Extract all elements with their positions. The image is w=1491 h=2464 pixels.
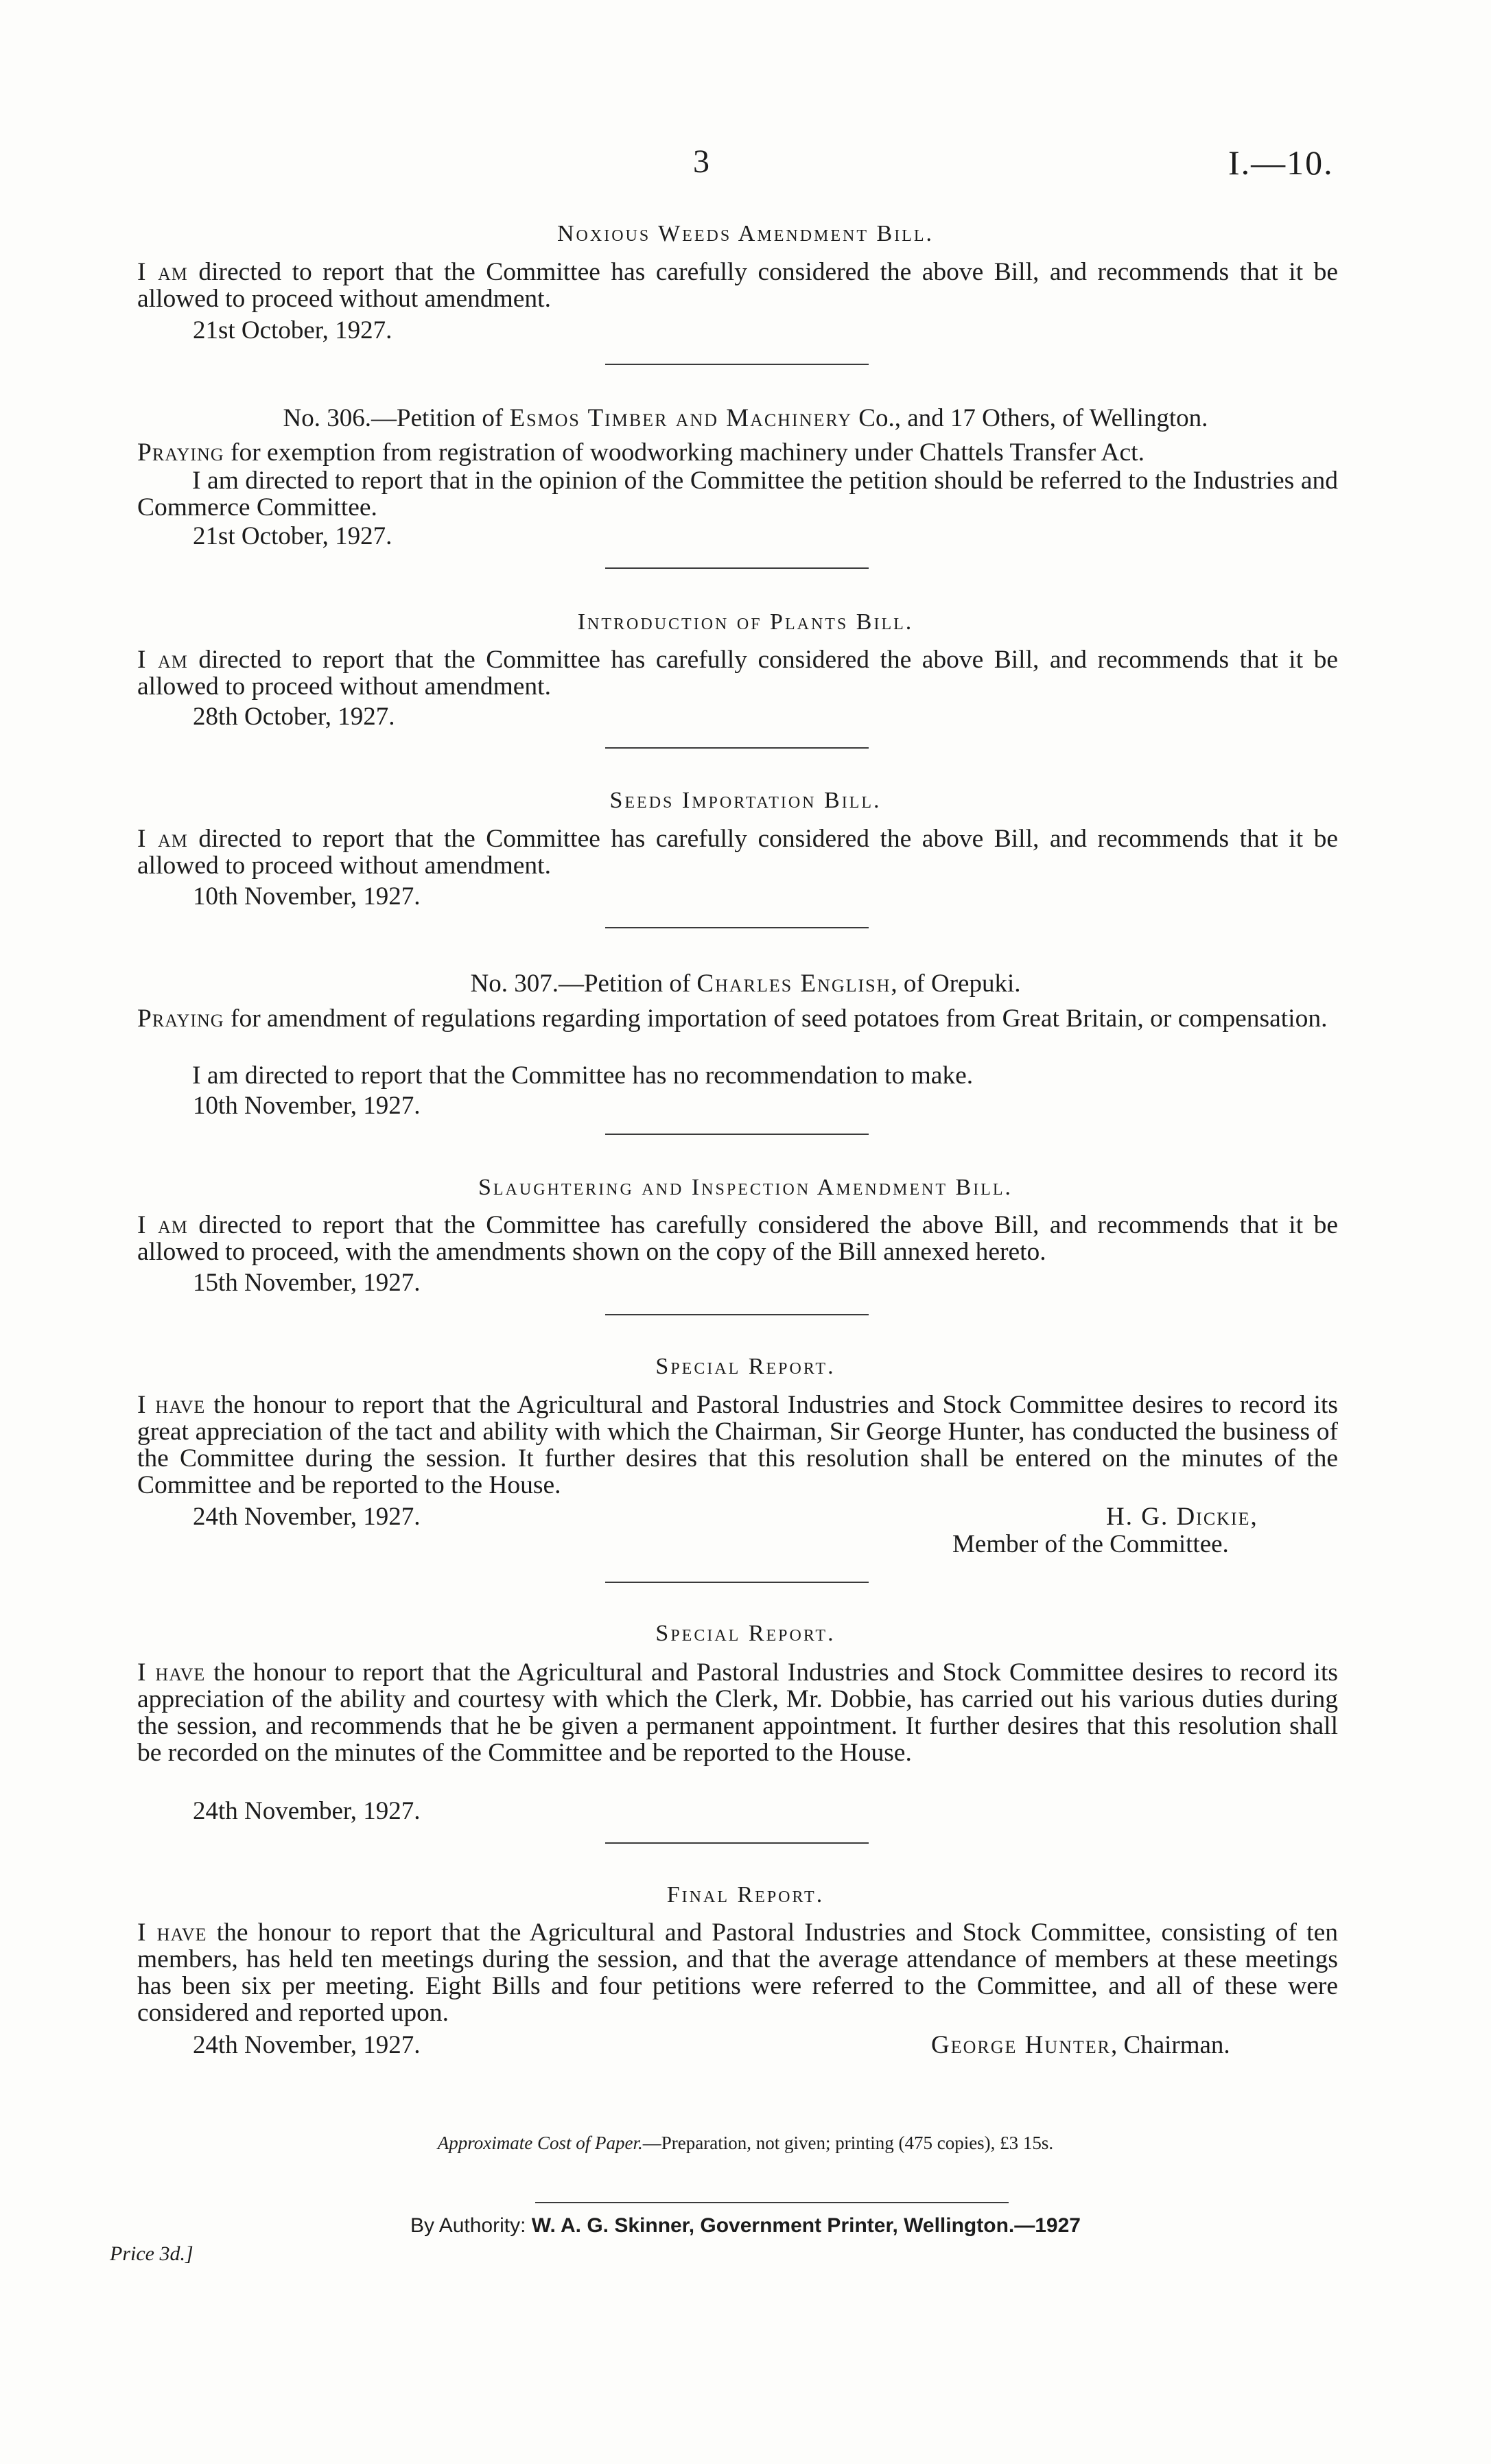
report-body: directed to report that the Committee has carefully considered the above Bill, and recommends that it be allowed to proceed, with the amendments shown on the copy of the Bill annexed hereto. xyxy=(137,1211,1338,1266)
report-body: directed to report that the Committee has carefully considered the above Bill, and recommends that it be allowed to proceed without amendment. xyxy=(137,646,1338,701)
slaughtering-bill-report xyxy=(137,1212,1338,1265)
praying-text: for amendment of regulations regarding importation of seed potatoes from Great Britain, or compensation. xyxy=(224,1005,1328,1033)
paper-reference: I.—10. xyxy=(1228,143,1334,182)
special-report-1-date: 24th November, 1927. xyxy=(193,1503,421,1531)
final-report-date: 24th November, 1927. xyxy=(193,2031,421,2059)
signatory-hunter xyxy=(931,2030,1230,2060)
section-divider xyxy=(605,747,869,749)
petitioner-rest: Co., and 17 Others, of Wellington. xyxy=(852,404,1208,432)
praying-word: Praying xyxy=(137,438,224,467)
signatory-hunter-name: George Hunter xyxy=(931,2031,1112,2059)
petitioner-name: Esmos Timber and Machinery xyxy=(509,404,853,432)
special-report-1-heading: Special Report. xyxy=(655,1354,836,1379)
noxious-weeds-date: 21st October, 1927. xyxy=(193,316,392,344)
petition-307-praying xyxy=(137,1005,1338,1032)
slaughtering-bill-heading: Slaughtering and Inspection Amendment Bill. xyxy=(478,1175,1013,1200)
noxious-weeds-heading: Noxious Weeds Amendment Bill. xyxy=(556,221,935,246)
petition-306-title xyxy=(0,403,1491,433)
special-report-2-body xyxy=(137,1659,1338,1766)
seeds-bill-heading: Seeds Importation Bill. xyxy=(609,788,882,813)
petitioner-name: Charles English xyxy=(696,970,891,998)
final-report-heading: Final Report. xyxy=(666,1882,825,1908)
petition-306-praying xyxy=(137,439,1338,466)
plants-bill-heading: Introduction of Plants Bill. xyxy=(577,609,914,635)
report-body: the honour to report that the Agricultural and Pastoral Industries and Stock Committee desires to record its great appreciation of the tact and ability with which the Chairman, Sir George Hunter, has conducted the business of the Committee during the session. It further desires that this resolution shall be entered on the minutes of the Committee and be reported to the House. xyxy=(137,1391,1338,1499)
report-opening: I have xyxy=(137,1391,206,1419)
petition-307-report: I am directed to report that the Committee has no recommendation to make. xyxy=(192,1061,974,1090)
petition-number: No. 307.—Petition of xyxy=(470,970,697,998)
section-divider xyxy=(605,927,869,928)
report-body: the honour to report that the Agricultural and Pastoral Industries and Stock Committee, consisting of ten members, has held ten meetings during the session, and that the average attendance of members at these meetings has been six per meeting. Eight Bills and four petitions were referred to the Committee, and all of these were considered and reported upon. xyxy=(137,1919,1338,2027)
slaughtering-bill-date: 15th November, 1927. xyxy=(193,1269,421,1297)
report-opening: I have xyxy=(137,1658,206,1687)
signatory-dickie-title: Member of the Committee. xyxy=(952,1530,1229,1558)
section-divider xyxy=(605,1314,869,1315)
petition-number: No. 306.—Petition of xyxy=(283,404,510,432)
footer-divider xyxy=(535,2202,1009,2203)
report-body: directed to report that the Committee has carefully considered the above Bill, and recommends that it be allowed to proceed without amendment. xyxy=(137,825,1338,880)
section-divider xyxy=(605,567,869,569)
noxious-weeds-report xyxy=(137,259,1338,312)
section-divider xyxy=(605,364,869,365)
plants-bill-report xyxy=(137,646,1338,700)
final-report-body xyxy=(137,1919,1338,2026)
signatory-dickie: H. G. Dickie, xyxy=(1106,1503,1258,1531)
special-report-2-heading: Special Report. xyxy=(655,1621,836,1646)
seeds-bill-report xyxy=(137,825,1338,879)
report-opening: I have xyxy=(137,1919,207,1947)
seeds-bill-date: 10th November, 1927. xyxy=(193,882,421,911)
printer-authority xyxy=(0,2214,1491,2238)
report-opening: I am xyxy=(137,646,188,674)
petition-306-date: 21st October, 1927. xyxy=(193,522,392,550)
petition-307-date: 10th November, 1927. xyxy=(193,1092,421,1120)
report-opening: I am xyxy=(137,258,188,286)
report-body: the honour to report that the Agricultural and Pastoral Industries and Stock Committee desires to record its appreciation of the ability and courtesy with which the Clerk, Mr. Dobbie, has carried out his various duties during the session, and recommends that he be given a permanent appointment. It further desires that this resolution shall be recorded on the minutes of the Committee and be reported to the House. xyxy=(137,1658,1338,1767)
special-report-2-date: 24th November, 1927. xyxy=(193,1797,421,1825)
signatory-hunter-title: , Chairman. xyxy=(1111,2031,1230,2059)
plants-bill-date: 28th October, 1927. xyxy=(193,703,395,731)
praying-word: Praying xyxy=(137,1005,224,1033)
petitioner-rest: , of Orepuki. xyxy=(891,970,1021,998)
authority-prefix: By Authority: xyxy=(410,2214,532,2237)
price-note: Price 3d.] xyxy=(110,2242,193,2265)
section-divider xyxy=(605,1582,869,1583)
report-opening: I am xyxy=(137,825,188,853)
report-body: directed to report that the Committee has carefully considered the above Bill, and recommends that it be allowed to proceed without amendment. xyxy=(137,258,1338,313)
cost-label: Approximate Cost of Paper. xyxy=(437,2133,643,2153)
report-opening: I am xyxy=(137,1211,188,1239)
petition-307-title xyxy=(0,969,1491,998)
section-divider xyxy=(605,1134,869,1135)
cost-of-paper-note xyxy=(0,2133,1491,2154)
printer-name: W. A. G. Skinner, Government Printer, Wellington.—1927 xyxy=(531,2214,1081,2237)
cost-text: —Preparation, not given; printing (475 copies), £3 15s. xyxy=(642,2133,1054,2153)
special-report-1-body xyxy=(137,1392,1338,1499)
section-divider xyxy=(605,1842,869,1844)
praying-text: for exemption from registration of woodworking machinery under Chattels Transfer Act. xyxy=(224,438,1144,467)
petition-306-report: I am directed to report that in the opinion of the Committee the petition should be referred to the Industries and Commerce Committee. xyxy=(137,467,1338,521)
page-number: 3 xyxy=(693,143,709,180)
